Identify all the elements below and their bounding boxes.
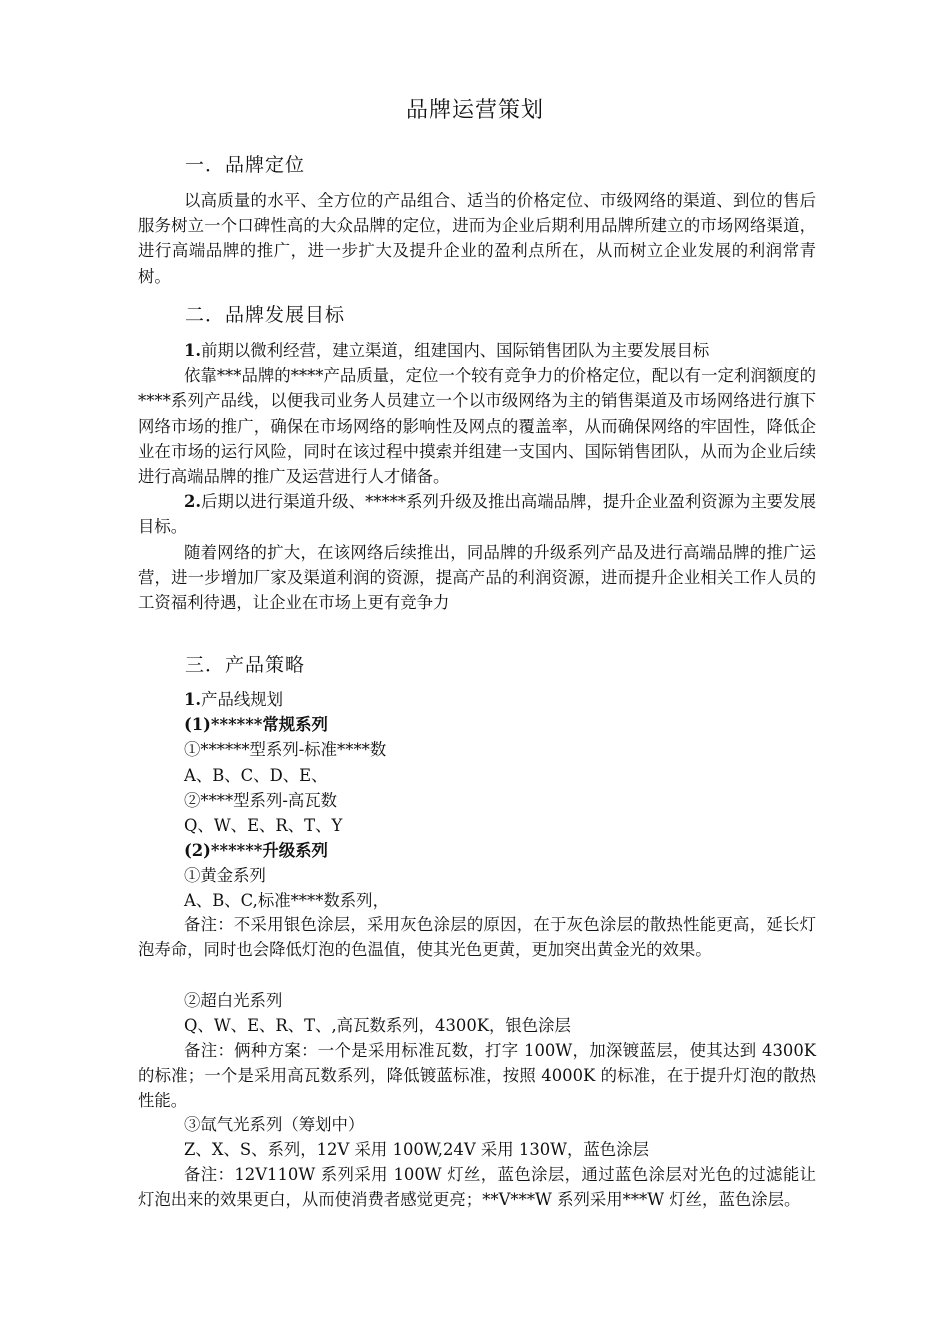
list-line: ①******型系列-标准****数 [184,740,387,759]
list-line: Q、W、E、R、T、,高瓦数系列，4300K，银色涂层 [184,1016,571,1035]
goal-1-title: 1.前期以微利经营，建立渠道，组建国内、国际销售团队为主要发展目标 [184,341,710,360]
section-heading-product-strategy: 三．产品策略 [185,654,306,676]
note-xenon-series: 备注：12V110W 系列采用 100W 灯丝，蓝色涂层，通过蓝色涂层对光色的过滤能让灯泡出来的效果更白，从而使消费者感觉更亮；**V***W 系列采用***W 灯丝，蓝色涂层。 [138,1165,816,1210]
list-line: ①黄金系列 [184,866,266,885]
product-line-planning: 1.产品线规划 [184,690,284,709]
section-heading-positioning: 一．品牌定位 [185,154,306,176]
goal-1-paragraph: 依靠***品牌的****产品质量，定位一个较有竞争力的价格定位，配以有一定利润额度的****系列产品线，以便我司业务人员建立一个以市级网络为主的销售渠道及市场网络进行旗下网络市场的推广，确保在市场网络的影响性及网点的覆盖率，从而确保网络的牢固性，降低企业在市场的运行风险，同时在该过程中摸索并组建一支国内、国际销售团队，从而为企业后续进行高端品牌的推广及运营进行人才储备。 [138,366,816,487]
list-line: ②超白光系列 [184,991,283,1010]
list-line: ②****型系列-高瓦数 [184,791,338,810]
list-line: Q、W、E、R、T、Y [184,816,343,835]
list-line: Z、X、S、系列，12V 采用 100W,24V 采用 130W，蓝色涂层 [184,1140,649,1159]
note-gold-series: 备注：不采用银色涂层，采用灰色涂层的原因，在于灰色涂层的散热性能更高，延长灯泡寿命，同时也会降低灯泡的色温值，使其光色更黄，更加突出黄金光的效果。 [138,915,816,960]
list-line: A、B、C,标准****数系列， [184,891,389,910]
list-line: ③氙气光系列（筹划中） [184,1115,365,1134]
regular-series-heading: (1)******常规系列 [184,715,328,734]
list-line: A、B、C、D、E、 [184,766,328,785]
note-super-white-series: 备注：俩种方案：一个是采用标准瓦数，打字 100W，加深镀蓝层，使其达到 4300K 的标准；一个是采用高瓦数系列，降低镀蓝标准，按照 4000K 的标准，在于提升灯泡的散热性能。 [138,1041,816,1111]
goal-2-paragraph: 随着网络的扩大，在该网络后续推出，同品牌的升级系列产品及进行高端品牌的推广运营，进一步增加厂家及渠道利润的资源，提高产品的利润资源，进而提升企业相关工作人员的工资福利待遇，让企业在市场上更有竞争力 [138,542,816,613]
goals-content [138,338,816,615]
positioning-paragraph: 以高质量的水平、全方位的产品组合、适当的价格定位、市级网络的渠道、到位的售后服务树立一个口碑性高的大众品牌的定位，进而为企业后期利用品牌所建立的市场网络渠道，进行高端品牌的推广，进一步扩大及提升企业的盈利点所在，从而树立企业发展的利润常青树。 [138,191,816,286]
goal-2-title: 2.后期以进行渠道升级、*****系列升级及推出高端品牌，提升企业盈利资源为主要发展目标。 [138,492,816,537]
section-heading-goals: 二．品牌发展目标 [185,304,346,326]
document-title: 品牌运营策划 [405,98,544,123]
upgrade-series-heading: (2)******升级系列 [184,841,328,860]
